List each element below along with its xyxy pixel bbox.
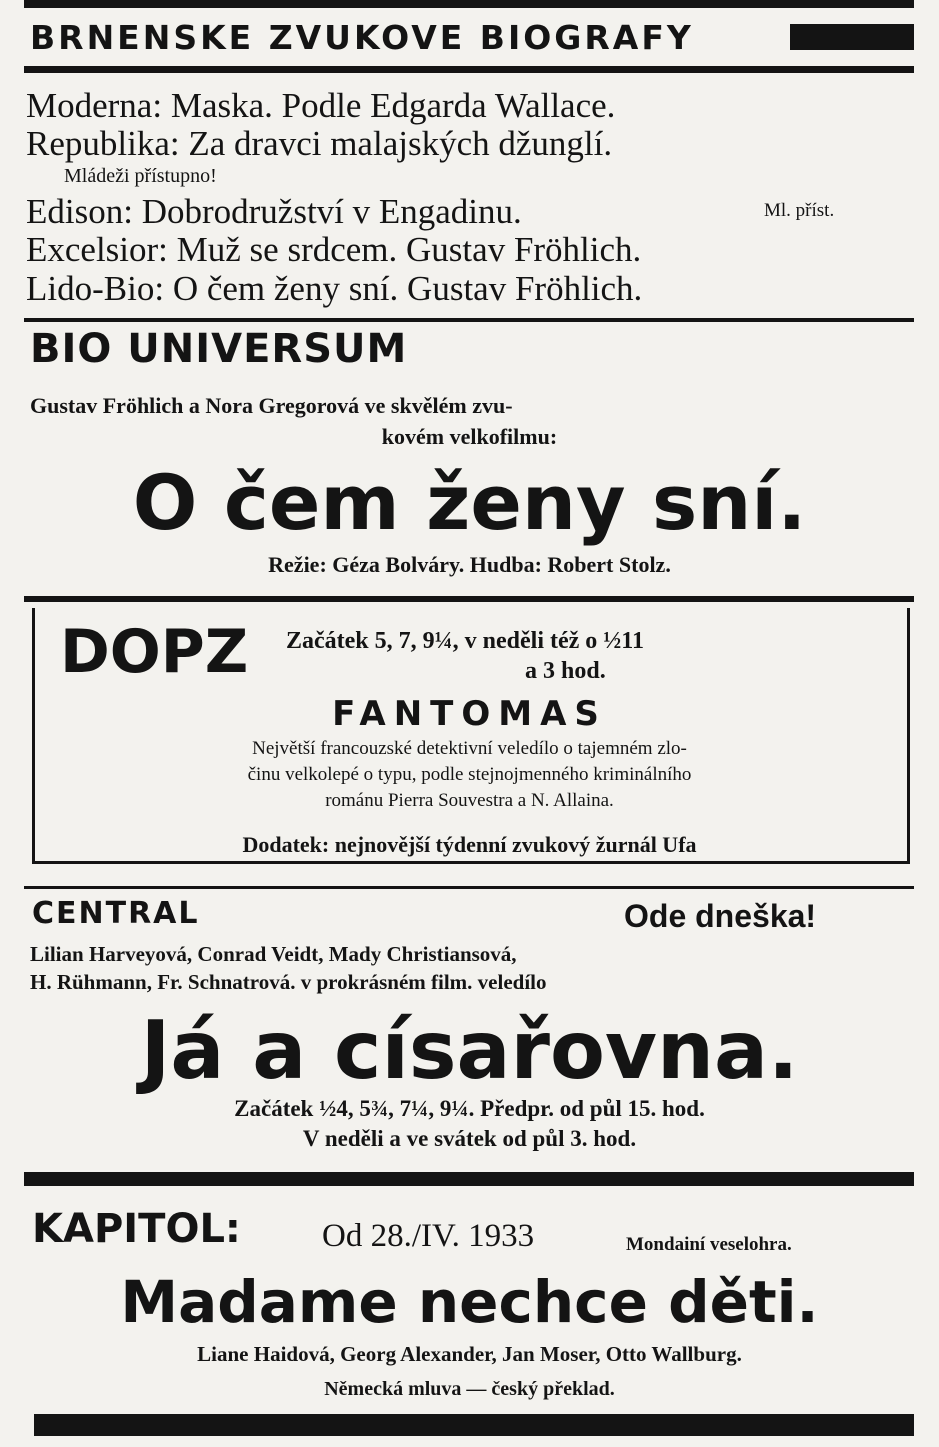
universum-credits: Režie: Géza Bolváry. Hudba: Robert Stolz. [268, 552, 671, 577]
listing-excelsior [26, 230, 641, 270]
dopz-desc-3: románu Pierra Souvestra a N. Allaina. [325, 790, 614, 811]
section-rule [24, 886, 914, 889]
cinema-name: Excelsior: [26, 230, 168, 269]
universum-title: O čem ženy sní. [132, 458, 807, 547]
cinema-name: Lido-Bio: [26, 269, 165, 308]
listing-note: Ml. příst. [764, 200, 835, 221]
universum-intro-1: Gustav Fröhlich a Nora Gregorová ve skvělém zvu- [30, 393, 513, 418]
dopz-times-2: a 3 hod. [525, 658, 606, 684]
film-title: O čem ženy sní. Gustav Fröhlich. [172, 269, 643, 308]
film-title: Dobrodružství v Engadinu. [141, 192, 522, 231]
dopz-times-1: Začátek 5, 7, 9¼, v neděli též o ½11 [286, 628, 644, 654]
section-rule [24, 318, 914, 322]
listing-moderna [26, 86, 615, 126]
central-cast-2: H. Rühmann, Fr. Schnatrová. v prokrásném film. veledílo [30, 970, 547, 994]
listing-republika [26, 124, 612, 164]
central-title: Já a císařovna. [140, 1004, 799, 1097]
universum-intro-2: kovém velkofilmu: [381, 424, 558, 449]
central-cast-1: Lilian Harveyová, Conrad Veidt, Mady Christiansová, [30, 942, 517, 966]
kapitol-date: Od 28./IV. 1933 [322, 1218, 535, 1254]
central-name: CENTRAL [32, 896, 200, 931]
central-times-2: V neděli a ve svátek od půl 3. hod. [302, 1126, 637, 1151]
dopz-supplement: Dodatek: nejnovější týdenní zvukový žurnál Ufa [242, 832, 697, 857]
film-title: Muž se srdcem. Gustav Fröhlich. [176, 230, 642, 269]
top-rule [24, 0, 914, 8]
dopz-name: DOPZ [60, 617, 249, 687]
dopz-desc-2: činu velkolepé o typu, podle stejnojmenného kriminálního [247, 764, 692, 785]
dopz-film: FANTOMAS [332, 694, 607, 734]
cinema-name: Edison: [26, 192, 133, 231]
central-times-1: Začátek ½4, 5¾, 7¼, 9¼. Předpr. od půl 15. hod. [234, 1096, 705, 1121]
kapitol-title: Madame nechce děti. [120, 1268, 819, 1336]
header-black-bar [790, 24, 914, 50]
section-rule [24, 1172, 914, 1186]
dopz-desc-1: Největší francouzské detektivní veledílo o tajemném zlo- [252, 738, 687, 759]
film-title: Za dravci malajských džunglí. [188, 124, 613, 163]
central-from: Ode dneška! [624, 898, 817, 934]
kapitol-cast: Liane Haidová, Georg Alexander, Jan Moser, Otto Wallburg. [197, 1342, 742, 1366]
cinema-name: Republika: [26, 124, 180, 163]
bottom-rule [34, 1414, 914, 1436]
film-title: Maska. Podle Edgarda Wallace. [170, 86, 616, 125]
section-rule [24, 596, 914, 602]
header-bottom-rule [24, 66, 914, 73]
header-title: BRNENSKE ZVUKOVE BIOGRAFY [30, 18, 694, 57]
kapitol-name: KAPITOL: [32, 1206, 241, 1252]
listing-note: Mládeži přístupno! [64, 165, 217, 187]
universum-name: BIO UNIVERSUM [30, 326, 408, 372]
listing-lido [26, 269, 642, 309]
kapitol-genre: Mondainí veselohra. [626, 1234, 792, 1255]
listing-edison [26, 192, 522, 232]
cinema-name: Moderna: [26, 86, 163, 125]
kapitol-language: Německá mluva — český překlad. [324, 1378, 615, 1400]
